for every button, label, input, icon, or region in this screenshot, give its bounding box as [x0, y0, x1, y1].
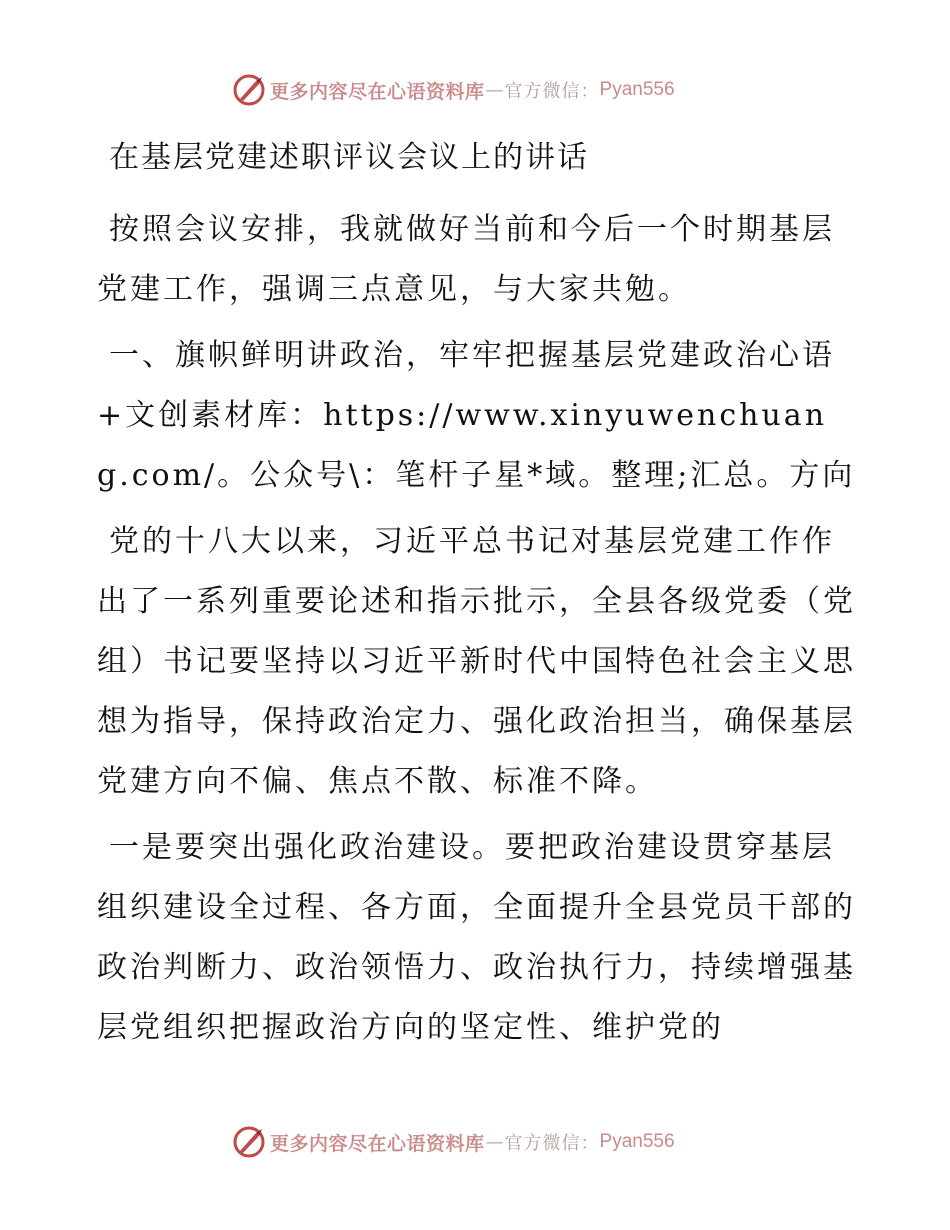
document-title: 在基层党建述职评议会议上的讲话	[109, 140, 589, 175]
watermark-brand-text: 更多内容尽在心语资料库	[270, 80, 485, 103]
watermark-official-label: 官方微信：	[504, 81, 600, 102]
quill-logo-icon	[232, 73, 266, 107]
watermark-dash: —	[485, 79, 504, 101]
header-watermark-banner	[232, 73, 675, 107]
paragraph-intro: 按照会议安排，我就做好当前和今后一个时期基层党建工作，强调三点意见，与大家共勉。	[97, 212, 835, 307]
footer-watermark-banner	[232, 1125, 675, 1159]
section-heading-1: 一、旗帜鲜明讲政治，牢牢把握基层党建政治心语+文创素材库：https://www.xinyuwenchuang.com/。公众号\：笔杆子星*域。整理;汇总。方向	[97, 338, 856, 493]
watermark-wechat-id: Pyan556	[599, 1131, 675, 1152]
watermark-brand-text: 更多内容尽在心语资料库	[270, 1132, 485, 1155]
watermark-wechat-id: Pyan556	[599, 79, 675, 100]
quill-logo-icon	[232, 1125, 266, 1159]
watermark-dash: —	[485, 1131, 504, 1153]
document-body	[97, 128, 857, 1064]
watermark-official-label: 官方微信：	[504, 1133, 600, 1154]
paragraph-body-1: 党的十八大以来，习近平总书记对基层党建工作作出了一系列重要论述和指示批示，全县各级党委（党组）书记要坚持以习近平新时代中国特色社会主义思想为指导，保持政治定力、强化政治担当，确保基层党建方向不偏、焦点不散、标准不降。	[97, 524, 856, 799]
paragraph-body-2: 一是要突出强化政治建设。要把政治建设贯穿基层组织建设全过程、各方面，全面提升全县党员干部的政治判断力、政治领悟力、政治执行力，持续增强基层党组织把握政治方向的坚定性、维护党的	[97, 830, 856, 1045]
